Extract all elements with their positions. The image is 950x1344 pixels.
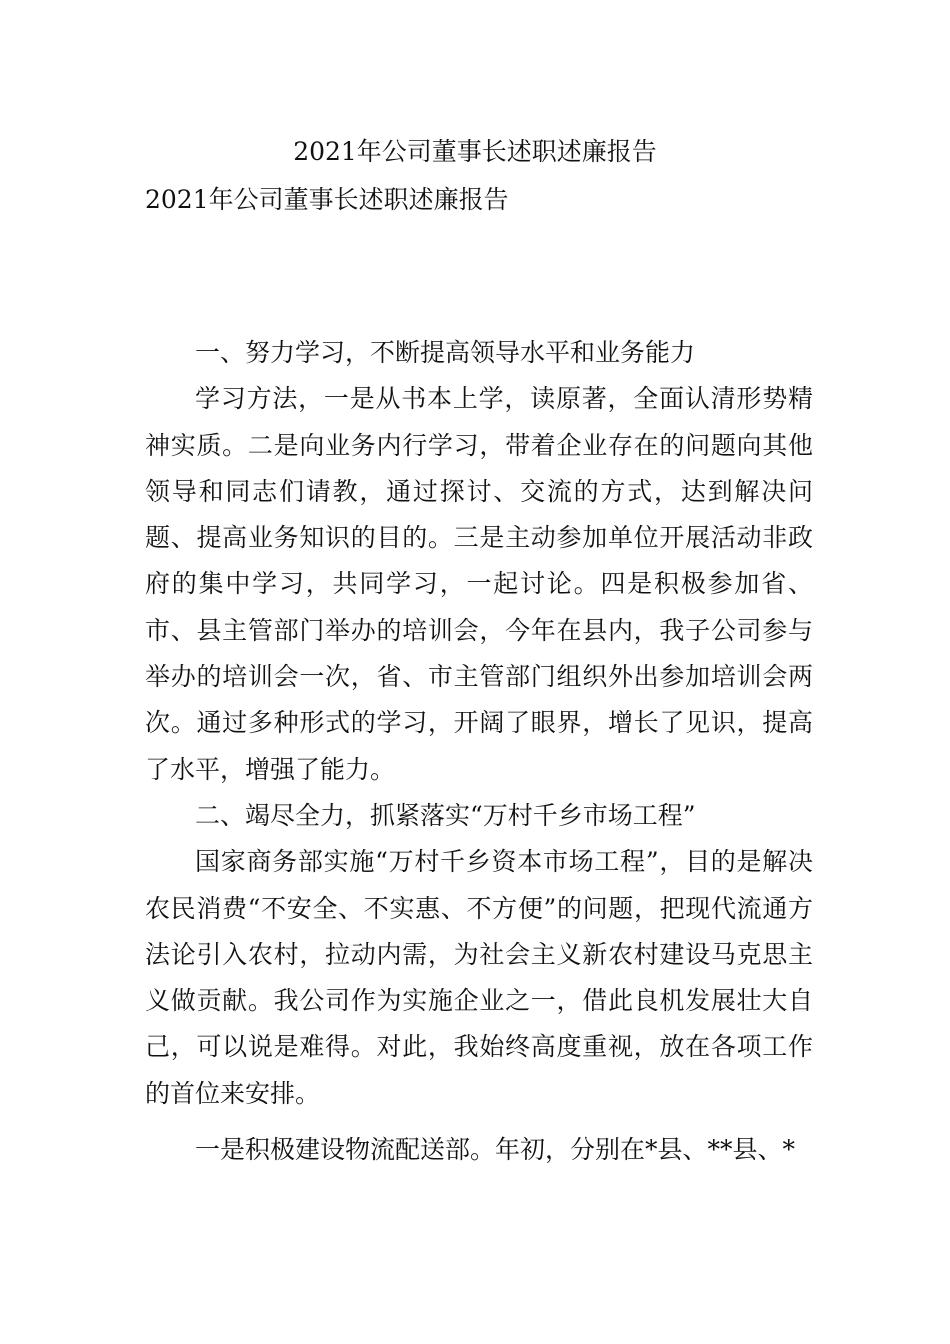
- document-subtitle: 2021年公司董事长述职述廉报告: [145, 185, 509, 214]
- document-body: [145, 330, 813, 1173]
- paragraph-market-project: 国家商务部实施“万村千乡资本市场工程”，目的是解决农民消费“不安全、不实惠、不方便”的问题，把现代流通方法论引入农村，拉动内需，为社会主义新农村建设马克思主义做贡献。我公司作为实施企业之一，借此良机发展壮大自己，可以说是难得。对此，我始终高度重视，放在各项工作的首位来安排。: [145, 847, 813, 1108]
- document-title: 2021年公司董事长述职述廉报告: [293, 137, 657, 166]
- section-heading-2: 二、竭尽全力，抓紧落实“万村千乡市场工程”: [195, 800, 696, 830]
- section-heading-1: 一、努力学习，不断提高领导水平和业务能力: [195, 338, 696, 367]
- paragraph-study-methods: 学习方法，一是从书本上学，读原著，全面认清形势精神实质。二是向业务内行学习，带着企业存在的问题向其他领导和同志们请教，通过探讨、交流的方式，达到解决问题、提高业务知识的目的。三是主动参加单位开展活动非政府的集中学习，共同学习，一起讨论。四是积极参加省、市、县主管部门举办的培训会，今年在县内，我子公司参与举办的培训会一次，省、市主管部门组织外出参加培训会两次。通过多种形式的学习，开阔了眼界，增长了见识，提高了水平，增强了能力。: [145, 384, 813, 784]
- paragraph-logistics: 一是积极建设物流配送部。年初，分别在*县、**县、*: [195, 1135, 796, 1165]
